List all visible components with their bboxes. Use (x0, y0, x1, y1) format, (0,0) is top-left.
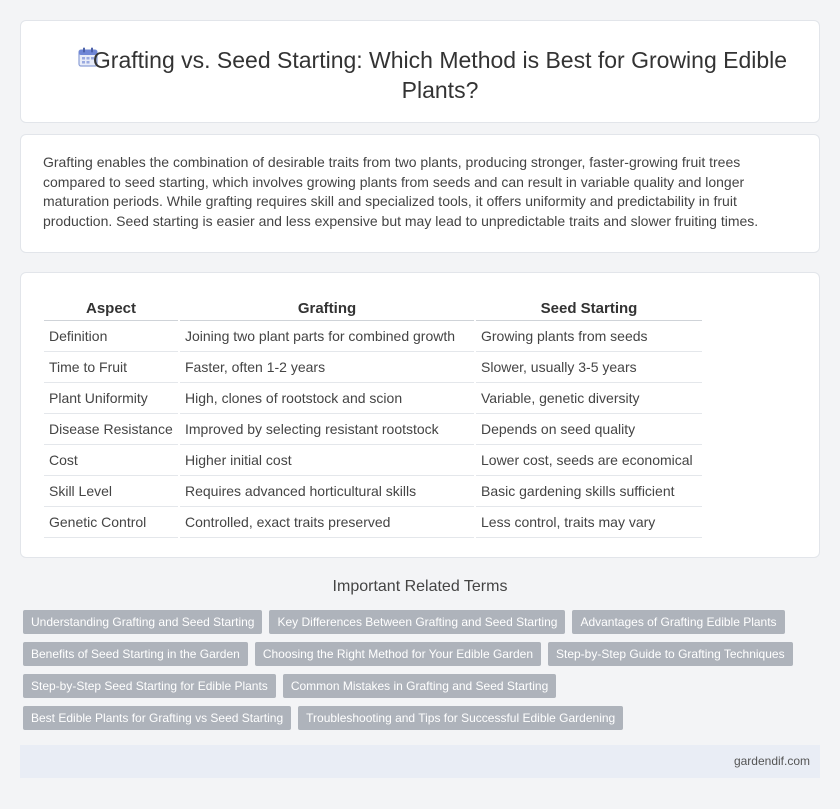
related-term-tag[interactable]: Best Edible Plants for Grafting vs Seed Starting (23, 706, 291, 730)
related-term-tag[interactable]: Troubleshooting and Tips for Successful Edible Gardening (298, 706, 623, 730)
table-row (44, 352, 702, 383)
table-row (44, 383, 702, 414)
related-terms-title: Important Related Terms (332, 578, 508, 595)
cell-seed-starting: Lower cost, seeds are economical (476, 445, 702, 476)
cell-grafting: Higher initial cost (180, 445, 474, 476)
cell-seed-starting: Less control, traits may vary (476, 507, 702, 538)
table-row (44, 476, 702, 507)
related-term-tag[interactable]: Advantages of Grafting Edible Plants (572, 610, 784, 634)
cell-grafting: Improved by selecting resistant rootstock (180, 414, 474, 445)
cell-aspect: Genetic Control (44, 507, 178, 538)
related-term-tag[interactable]: Step-by-Step Seed Starting for Edible Plants (23, 674, 276, 698)
cell-grafting: Joining two plant parts for combined growth (180, 321, 474, 352)
cell-aspect: Disease Resistance (44, 414, 178, 445)
cell-grafting: Faster, often 1-2 years (180, 352, 474, 383)
cell-seed-starting: Basic gardening skills sufficient (476, 476, 702, 507)
footer-site-link[interactable]: gardendif.com (733, 754, 810, 768)
cell-seed-starting: Depends on seed quality (476, 414, 702, 445)
cell-seed-starting: Slower, usually 3-5 years (476, 352, 702, 383)
table-header-row (44, 295, 702, 321)
header-aspect: Aspect (44, 295, 178, 321)
cell-grafting: Requires advanced horticultural skills (180, 476, 474, 507)
cell-seed-starting: Growing plants from seeds (476, 321, 702, 352)
header-grafting: Grafting (180, 295, 474, 321)
related-term-tag[interactable]: Key Differences Between Grafting and Seed Starting (269, 610, 565, 634)
title-card (20, 20, 820, 123)
table-row (44, 507, 702, 538)
cell-aspect: Definition (44, 321, 178, 352)
cell-grafting: High, clones of rootstock and scion (180, 383, 474, 414)
cell-seed-starting: Variable, genetic diversity (476, 383, 702, 414)
cell-aspect: Time to Fruit (44, 352, 178, 383)
cell-grafting: Controlled, exact traits preserved (180, 507, 474, 538)
intro-card (20, 134, 820, 253)
related-term-tag[interactable]: Understanding Grafting and Seed Starting (23, 610, 262, 634)
related-term-tag[interactable]: Choosing the Right Method for Your Edible Garden (255, 642, 541, 666)
related-term-tag[interactable]: Step-by-Step Guide to Grafting Techniques (548, 642, 793, 666)
cell-aspect: Cost (44, 445, 178, 476)
table-row (44, 321, 702, 352)
related-terms-list (23, 610, 803, 730)
footer (20, 745, 820, 778)
page-title: Grafting vs. Seed Starting: Which Method is Best for Growing Edible Plants? (92, 47, 788, 103)
table-row (44, 445, 702, 476)
cell-aspect: Plant Uniformity (44, 383, 178, 414)
cell-aspect: Skill Level (44, 476, 178, 507)
comparison-table (42, 295, 704, 538)
intro-paragraph: Grafting enables the combination of desirable traits from two plants, producing stronger, faster-growing fruit trees compared to seed starting, which involves growing plants from seeds and can result in variable quality and longer maturation periods. While grafting requires skill and specialized tools, it offers uniformity and predictability in fruit production. Seed starting is easier and less expensive but may lead to unpredictable traits and slower fruiting times. (43, 154, 759, 229)
related-term-tag[interactable]: Common Mistakes in Grafting and Seed Starting (283, 674, 556, 698)
comparison-card (20, 272, 820, 558)
related-term-tag[interactable]: Benefits of Seed Starting in the Garden (23, 642, 248, 666)
table-row (44, 414, 702, 445)
header-seed-starting: Seed Starting (476, 295, 702, 321)
